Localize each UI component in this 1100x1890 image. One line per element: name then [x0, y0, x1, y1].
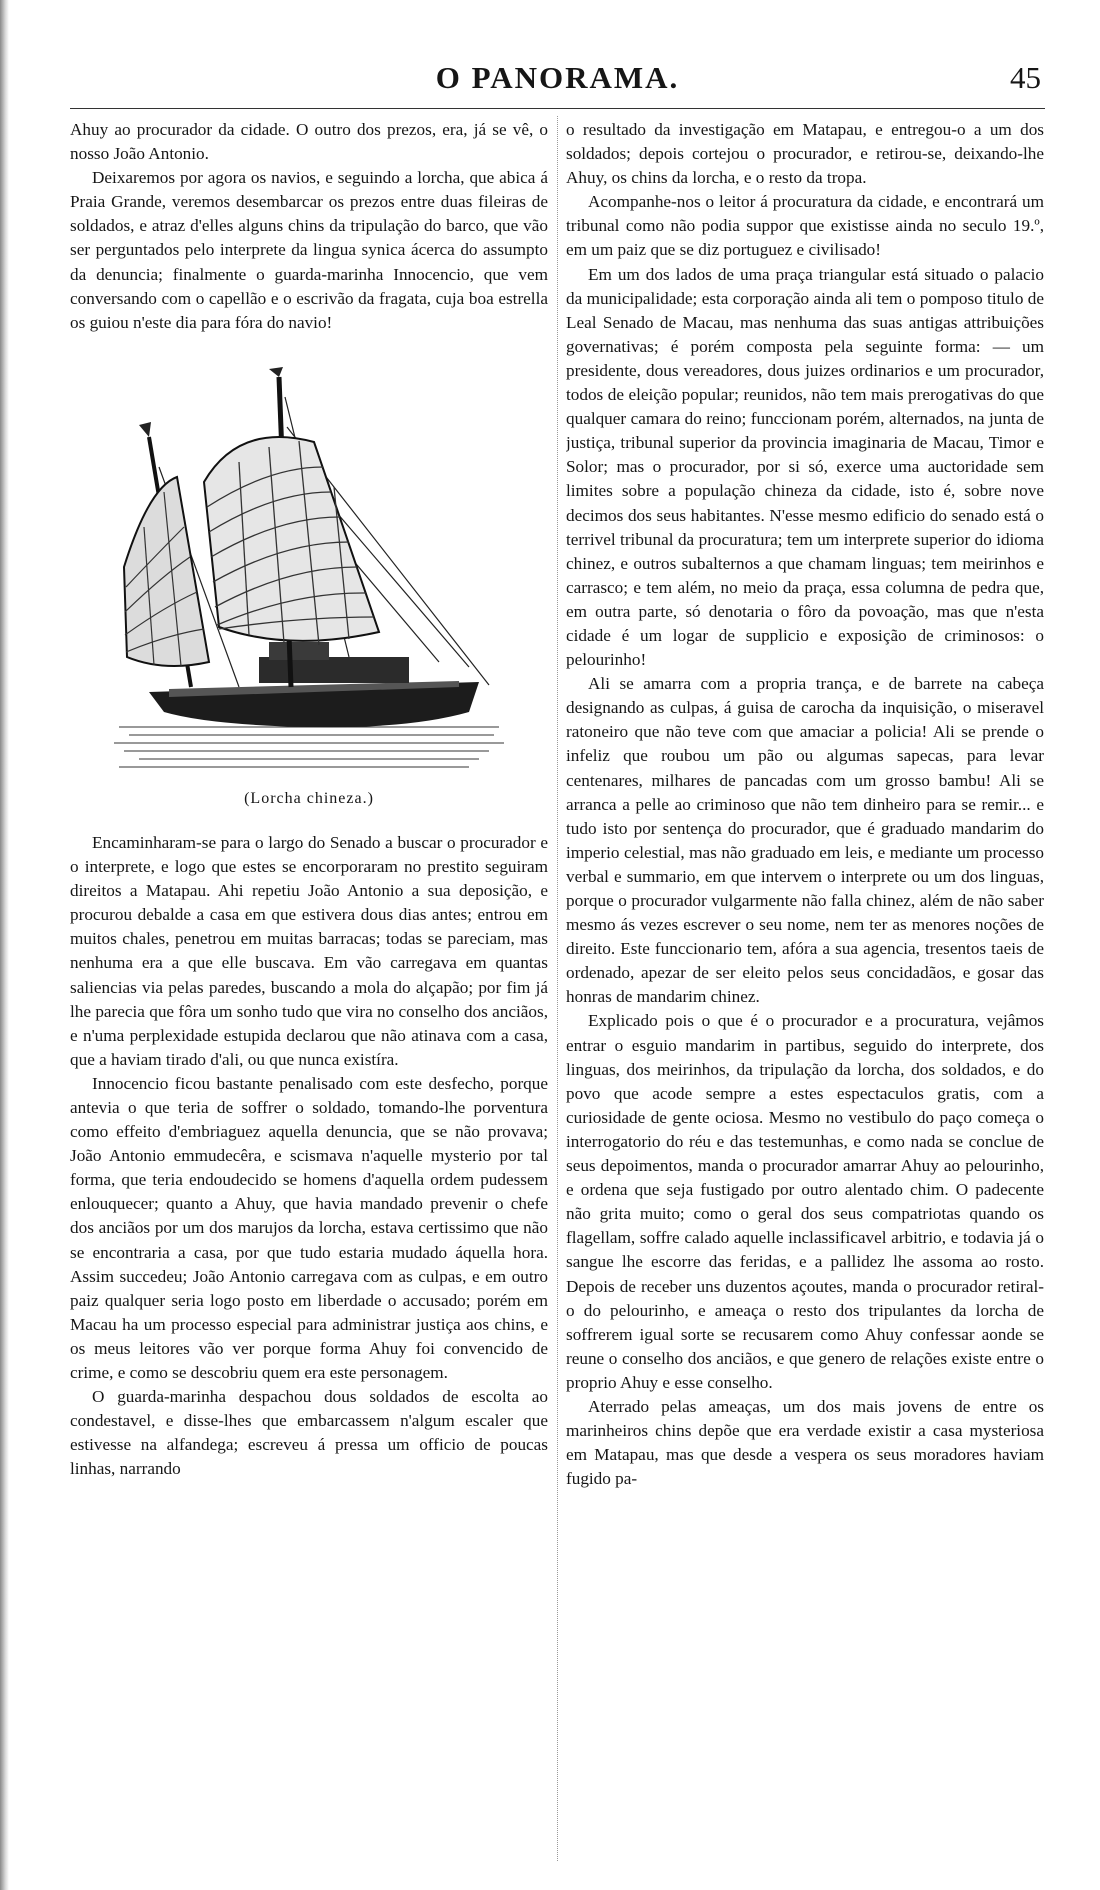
masthead [70, 60, 1045, 100]
right-column [566, 118, 1044, 1863]
column-divider [557, 116, 558, 1861]
paragraph: Innocencio ficou bastante penalisado com este desfecho, porque antevia o que teria de soffrer o soldado, tomando-lhe porventura como effeito d'embriaguez aquella denuncia, que se não provava; João Antonio emmudecêra, e scismava n'aquelle mysterio por tal forma, que teria endoudecido se homens d'aquella ordem pudessem enlouquecer; quanto a Ahuy, que havia mandado prevenir o chefe dos anciãos por um dos marujos da lorcha, estava certissimo que não se encontraria a casa, por que tudo estaria mudado áquella hora. Assim succedeu; João Antonio carregava com as culpas, e em outro paiz qualquer seria logo posto em liberdade o accusado; porém em Macau ha um processo especial para administrar justiça aos chins, e os meus leitores vão ver porque forma Ahuy foi convencido de crime, e como se descobriu quem era este personagem. [70, 1073, 548, 1382]
paragraph: Ali se amarra com a propria trança, e de barrete na cabeça designando as culpas, á guisa de carocha da inquisição, o miseravel ratoneiro que não teve com que amaciar a policia! Ali se prende o infeliz que roubou um pão ou algumas sapecas, para levar centenares, milhares de pancadas com um grosso bambu! Ali se arranca a pelle ao criminoso que não tem dinheiro para se remir... e tudo isto por sentença do procurador, que é graduado mandarim do imperio celestial, mas não graduado em leis, e mediante um processo verbal e summario, em que intervem o interprete ou um dos linguas, porque o procurador vulgarmente não falla chinez, além de não saber mesmo ás vezes escrever o seu nome, nem ter as menores noções de direito. Este funccionario tem, afóra a sua agencia, tresentos taeis de ordenado, apezar de ser eleito pelos seus concidadãos, e gosar das honras de mandarim chinez. [566, 674, 1044, 1007]
paragraph: Explicado pois o que é o procurador e a procuratura, vejâmos entrar o esguio mandarim in partibus, seguido do interprete, dos linguas, dos meirinhos, da tripulação da lorcha, dos soldados, e do povo que acode sempre a estes espectaculos gratis, com a curiosidade de gente ociosa. Mesmo no vestibulo do paço começa o interrogatorio do réu e das testemunhas, e como nada se conclue de seus depoimentos, manda o procurador amarrar Ahuy ao pelourinho, e ordena que seja fustigado por outro alentado chim. O padecente não grita muito; como o geral dos seus compatriotas quando os flagellam, soffre calado aquelle inclassificavel arbitrio, e todavia já o sangue lhe escorre das feridas, e a pallidez lhe assoma ao rosto. Depois de receber uns duzentos açoutes, manda o procurador retiral-o do pelourinho, e ameaça o resto dos tripulantes da lorcha de soffrerem igual sorte se recusarem como Ahuy confessar aonde se reune o conselho dos anciãos, e que genero de relações existe entre o proprio Ahuy e esse conselho. [566, 1011, 1044, 1392]
figure-caption: (Lorcha chineza.) [244, 789, 374, 807]
paragraph: o resultado da investigação em Matapau, e entregou-o a um dos soldados; depois cortejou o procurador, e retirou-se, deixando-lhe Ahuy, os chins da lorcha, e o resto da tropa. [566, 120, 1044, 188]
ship-illustration [109, 367, 509, 777]
page-number: 45 [1010, 60, 1041, 95]
paragraph: Deixaremos por agora os navios, e seguindo a lorcha, que abica á Praia Grande, veremos desembarcar os prezos entre duas fileiras de soldados, e atraz d'elles alguns chins da tripulação do barco, que vão ser perguntados pelo interprete da lingua synica ácerca do assumpto da denuncia; finalmente o guarda-marinha Innocencio, que vem conversando com o capellão e o escrivão da fragata, cuja boa estrella os guiou n'este dia para fóra do navio! [70, 168, 548, 332]
header-rule [70, 108, 1045, 109]
paragraph: Aterrado pelas ameaças, um dos mais jovens de entre os marinheiros chins depõe que era verdade existir a casa mysteriosa em Matapau, mas que desde a vespera os seus moradores haviam fugido pa- [566, 1396, 1044, 1489]
left-column [70, 118, 548, 1863]
paragraph: O guarda-marinha despachou dous soldados de escolta ao condestavel, e disse-lhes que embarcassem n'algum escaler que estivesse na alfandega; escreveu á pressa um officio de poucas linhas, narrando [70, 1387, 548, 1479]
lorcha-engraving [70, 367, 548, 777]
paragraph: Em um dos lados de uma praça triangular está situado o palacio da municipalidade; esta corporação ainda ali tem o pomposo titulo de Leal Senado de Macau, mas nenhuma das suas antigas attribuições governativas; é porém composta pela seguinte forma: — um presidente, dous vereadores, dous juizes ordinarios e um procurador, todos de eleição popular; reunidos, não tem mais prerogativas do que qualquer camara do reino; funccionam porém, alternados, na junta de justiça, tribunal superior da provincia imaginaria de Macau, Timor e Solor; mas o procurador, por si só, exerce uma auctoridade sem limites sobre a população chineza da cidade, isto é, sobre nove decimos dos seus habitantes. N'esse mesmo edificio do senado está o terrivel tribunal da procuratura; tem um interprete superior do idioma chinez, e outros subalternos a que chamam linguas; tem meirinhos e carrasco; e tem além, no meio da praça, essa columna de pedra que, em outra parte, só denotaria o fôro da povoação, mas que n'esta cidade é um logar de supplicio e exposição de criminosos: o pelourinho! [566, 264, 1044, 670]
page-spine-shadow [0, 0, 9, 1890]
masthead-title: O PANORAMA. [435, 60, 680, 95]
paragraph: Ahuy ao procurador da cidade. O outro dos prezos, era, já se vê, o nosso João Antonio. [70, 120, 548, 164]
paragraph: Encaminharam-se para o largo do Senado a buscar o procurador e o interprete, e logo que estes se encorporaram no prestito seguiram direitos a Matapau. Ahi repetiu João Antonio a sua deposição, e procurou debalde a casa em que estivera dous dias antes; entrou em muitos chales, penetrou em muitas barracas; todas se pareciam, mas nenhuma era a que elle buscava. Em vão carregava em quantas saliencias via pelas paredes, buscando a mola do alçapão; por fim já lhe parecia que fôra um sonho tudo que vira no conselho dos anciãos, e n'uma perplexidade estupida declarou que não atinava com a casa, que a haviam tirado d'ali, ou que nunca existíra. [70, 832, 548, 1069]
paragraph: Acompanhe-nos o leitor á procuratura da cidade, e encontrará um tribunal como não podia suppor que existisse ainda no seculo 19.º, em um paiz que se diz portuguez e civilisado! [566, 192, 1044, 260]
